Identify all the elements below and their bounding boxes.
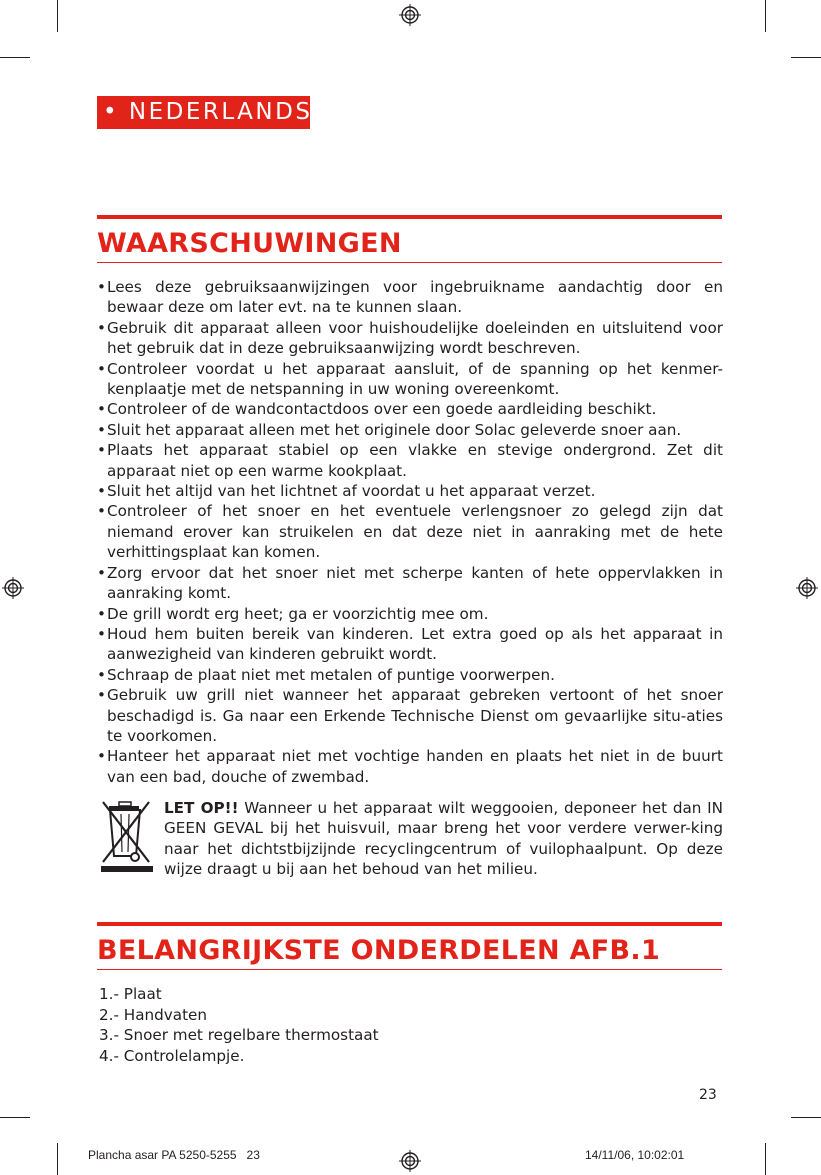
crop-mark — [57, 0, 58, 32]
list-item: • Plaats het apparaat stabiel op een vlakke en stevige ondergrond. Zet dit apparaat niet op een warme kookplaat. — [97, 440, 723, 481]
warnings-header — [97, 215, 722, 263]
registration-mark-icon — [399, 1150, 421, 1172]
crop-mark — [791, 1117, 821, 1118]
list-item: • Sluit het altijd van het lichtnet af voordat u het apparaat verzet. — [97, 481, 723, 501]
section-rule — [97, 262, 722, 263]
list-item: • Hanteer het apparaat niet met vochtige handen en plaats het niet in de buurt van een bad, douche of zwembad. — [97, 746, 723, 787]
warnings-list — [97, 277, 723, 787]
list-item: • Controleer voordat u het apparaat aansluit, of de spanning op het kenmer-kenplaatje met de netspanning in uw woning overeenkomt. — [97, 359, 723, 400]
slug-timestamp: 14/11/06, 10:02:01 — [585, 1148, 685, 1162]
warning-label: LET OP!! — [164, 799, 239, 817]
language-tab: • NEDERLANDS — [97, 96, 310, 129]
crossed-out-wheelie-bin-icon — [101, 798, 153, 872]
disposal-note-body: Wanneer u het apparaat wilt weggooien, deponeer het dan IN GEEN GEVAL bij het huisvuil, maar breng het voor verdere verwer-king naar het dichtstbijzijnde recyclingcentrum of vuilophaalpunt. Op deze wijze draagt u bij aan het behoud van het milieu. — [164, 799, 723, 879]
section-rule — [97, 969, 722, 970]
disposal-note-text — [164, 798, 723, 880]
list-item: • Lees deze gebruiksaanwijzingen voor ingebruikname aandachtig door en bewaar deze om later evt. na te kunnen slaan. — [97, 277, 723, 318]
list-item: • Houd hem buiten bereik van kinderen. Let extra goed op als het apparaat in aanwezigheid van kinderen gebruikt wordt. — [97, 624, 723, 665]
registration-mark-icon — [399, 4, 421, 26]
section-bar — [97, 215, 722, 219]
disposal-note — [97, 798, 723, 883]
list-item: • Gebruik dit apparaat alleen voor huishoudelijke doeleinden en uitsluitend voor het gebruik dat in deze gebruiksaanwijzing wordt beschreven. — [97, 318, 723, 359]
list-item: • Sluit het apparaat alleen met het originele door Solac geleverde snoer aan. — [97, 420, 723, 440]
page-number: 23 — [699, 1087, 717, 1103]
crop-mark — [765, 0, 766, 32]
warnings-title: WAARSCHUWINGEN — [97, 228, 402, 259]
list-item: 4.- Controlelampje. — [99, 1046, 245, 1065]
registration-mark-icon — [2, 577, 24, 599]
slug-file: Plancha asar PA 5250-5255 23 — [88, 1148, 260, 1162]
list-item: 1.- Plaat — [99, 985, 162, 1003]
crop-mark — [0, 1117, 30, 1118]
list-item: 2.- Handvaten — [99, 1005, 208, 1024]
list-item: • Controleer of het snoer en het eventuele verlengsnoer zo gelegd zijn dat niemand erover kan struikelen en dat deze niet in aanraking met de hete verhittingsplaat kan komen. — [97, 501, 723, 562]
section-bar — [97, 922, 722, 926]
crop-mark — [0, 57, 30, 58]
crop-mark — [765, 1143, 766, 1175]
registration-mark-icon — [796, 577, 818, 599]
list-item: • Controleer of de wandcontactdoos over een goede aardleiding beschikt. — [97, 399, 723, 419]
list-item: • De grill wordt erg heet; ga er voorzichtig mee om. — [97, 604, 723, 624]
parts-title: BELANGRIJKSTE ONDERDELEN AFB.1 — [97, 935, 661, 966]
crop-mark — [57, 1143, 58, 1175]
parts-list — [99, 984, 379, 1066]
list-item: 3.- Snoer met regelbare thermostaat — [99, 1026, 379, 1044]
crop-mark — [791, 57, 821, 58]
list-item: • Gebruik uw grill niet wanneer het apparaat gebreken vertoont of het snoer beschadigd is. Ga naar een Erkende Technische Dienst om gevaarlijke situ-aties te voorkomen. — [97, 685, 723, 746]
parts-header — [97, 922, 722, 970]
list-item: • Zorg ervoor dat het snoer niet met scherpe kanten of hete oppervlakken in aanraking komt. — [97, 563, 723, 604]
list-item: • Schraap de plaat niet met metalen of puntige voorwerpen. — [97, 665, 723, 685]
